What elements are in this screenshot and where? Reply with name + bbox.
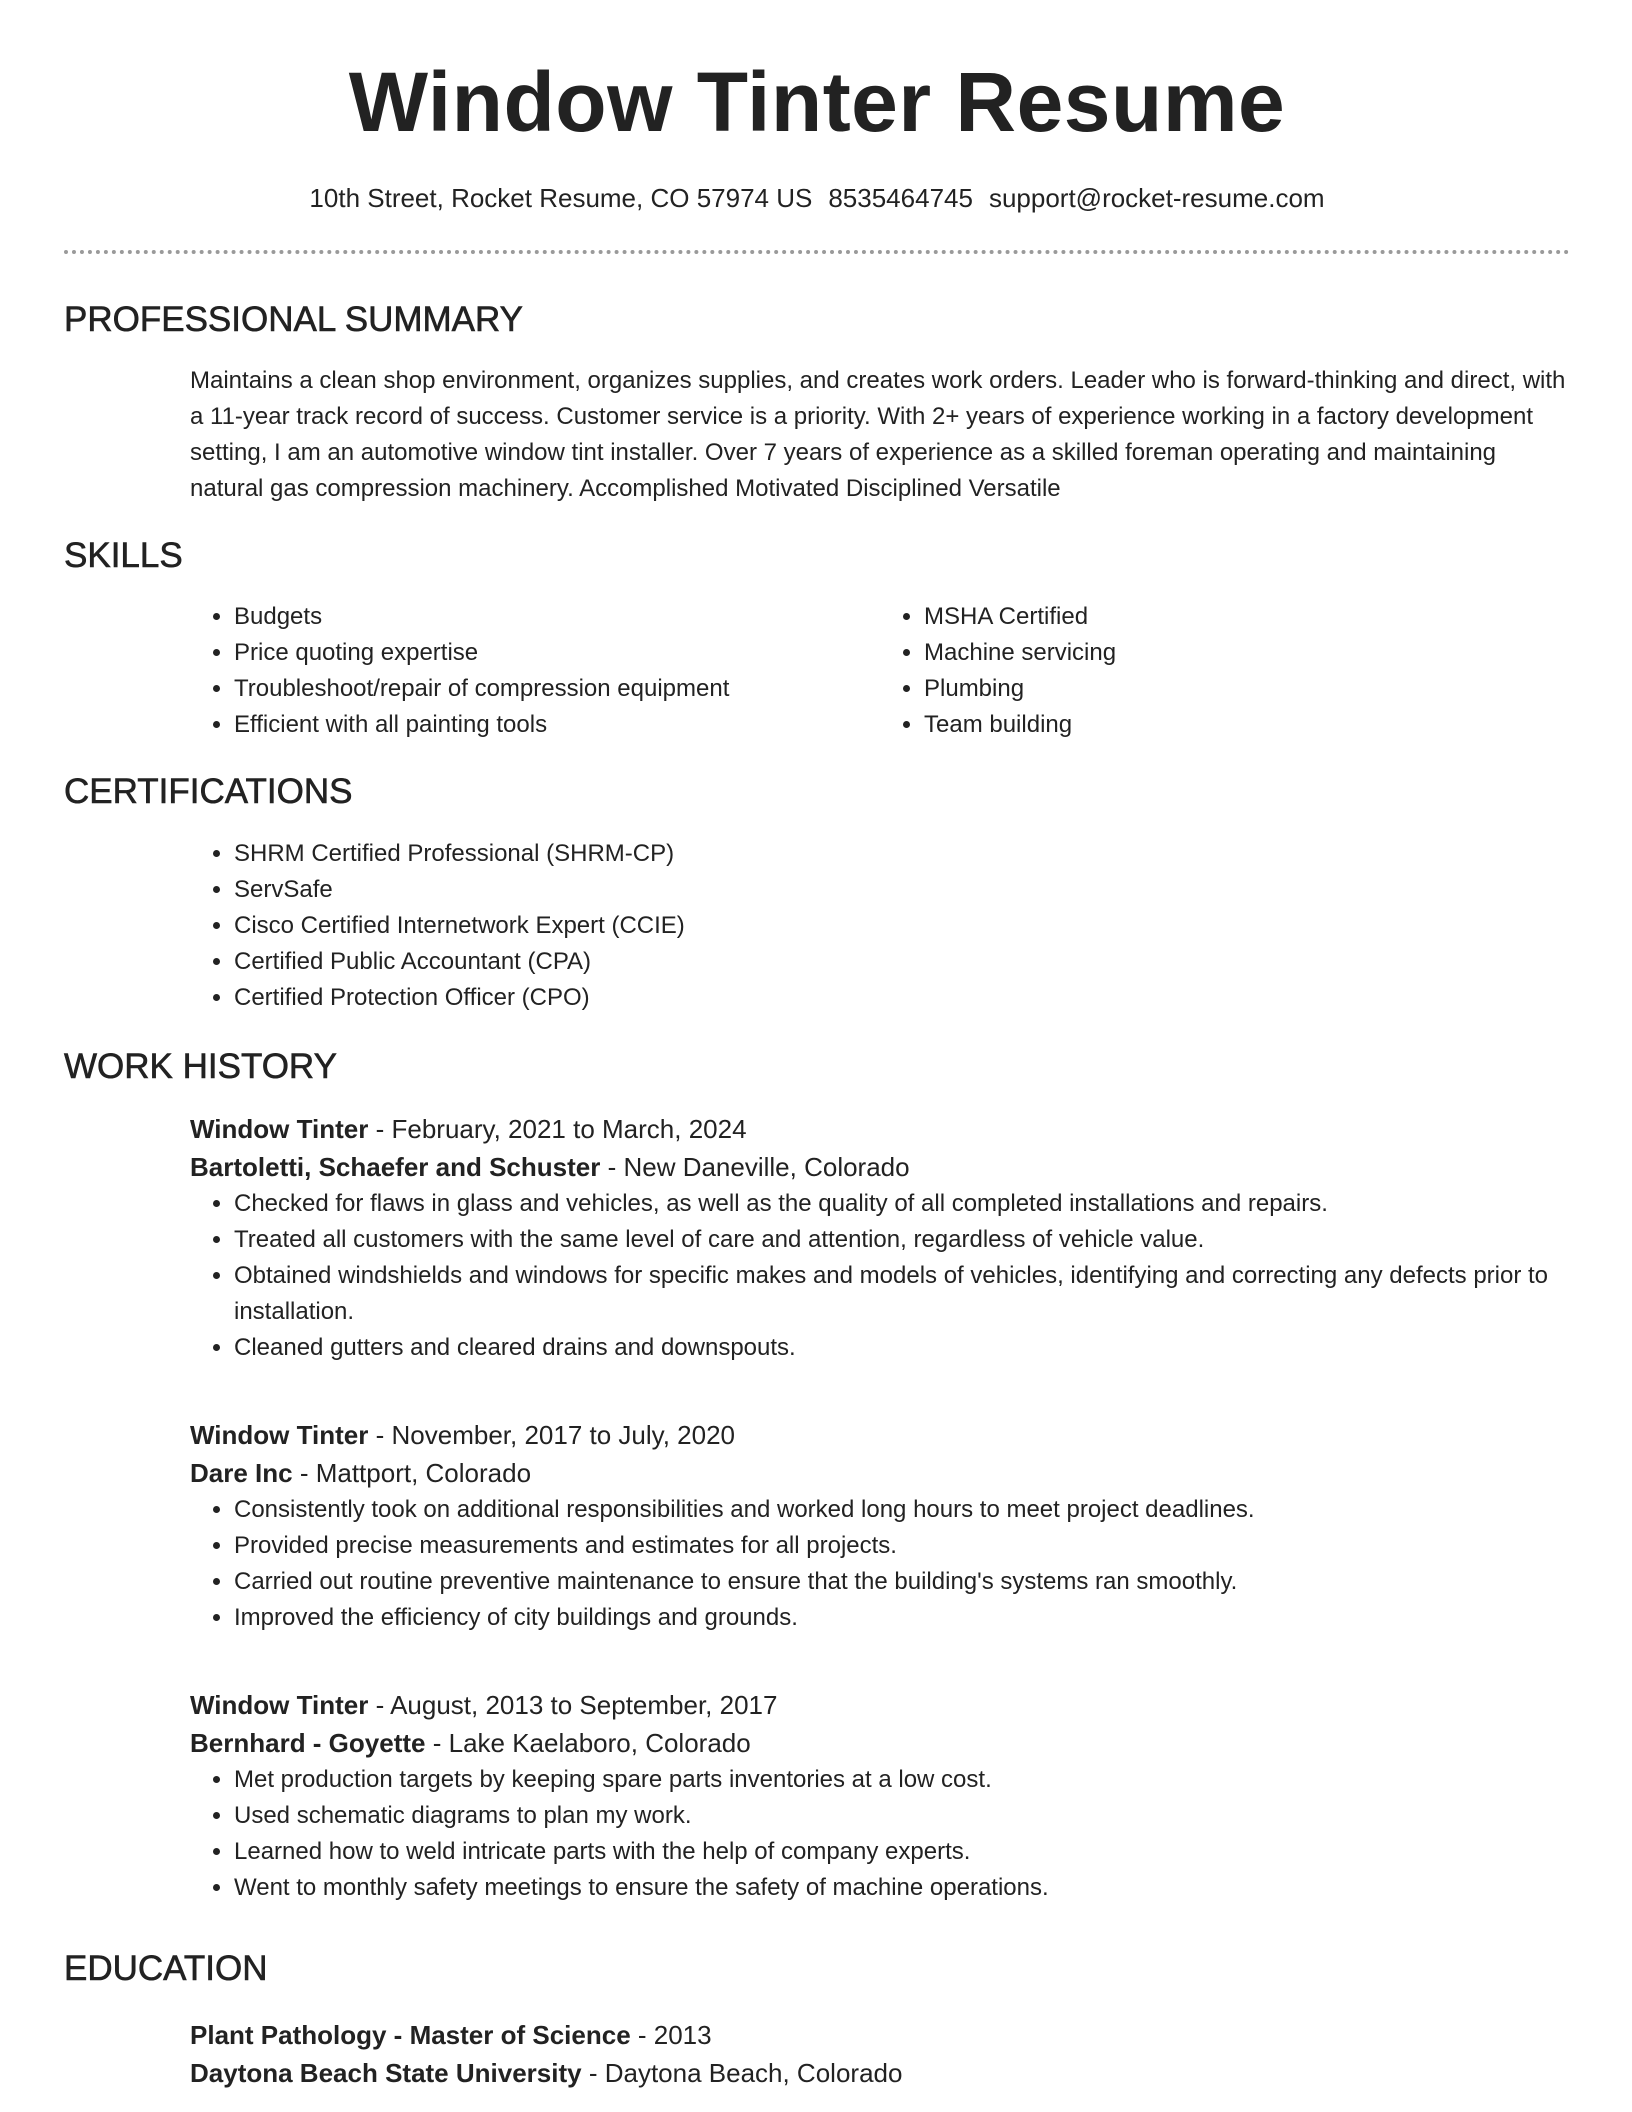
job-duty: • Checked for flaws in glass and vehicles, as well as the quality of all completed installations and repairs.	[234, 1186, 1570, 1222]
job-company: Bartoletti, Schaefer and Schuster	[190, 1152, 601, 1182]
certification-item: • Certified Protection Officer (CPO)	[234, 980, 1570, 1016]
skills-heading: SKILLS	[64, 536, 183, 575]
skill-item: • Plumbing	[924, 671, 1570, 707]
education-heading: EDUCATION	[64, 1949, 268, 1988]
education-location: Daytona Beach, Colorado	[604, 2058, 903, 2088]
skills-block	[190, 599, 1570, 743]
skill-item: • Troubleshoot/repair of compression equipment	[234, 671, 880, 707]
job-duty: • Used schematic diagrams to plan my work.	[234, 1798, 1570, 1834]
job-duty: • Consistently took on additional responsibilities and worked long hours to meet project deadlines.	[234, 1492, 1570, 1528]
certification-item: • ServSafe	[234, 872, 1570, 908]
resume-title: Window Tinter Resume	[348, 55, 1286, 149]
skill-item: • Efficient with all painting tools	[234, 707, 880, 743]
job-dates: February, 2021 to March, 2024	[391, 1114, 747, 1144]
job-title: Window Tinter	[190, 1690, 369, 1720]
job-duty: • Obtained windshields and windows for specific makes and models of vehicles, identifying and correcting any defects prior to installation.	[234, 1258, 1570, 1330]
job-company: Dare Inc	[190, 1458, 293, 1488]
job-duty: • Treated all customers with the same level of care and attention, regardless of vehicle value.	[234, 1222, 1570, 1258]
job-location: Mattport, Colorado	[315, 1458, 532, 1488]
job-title-line: Window Tinter - February, 2021 to March, 2024	[190, 1114, 747, 1144]
job-duties	[190, 1492, 1570, 1636]
certifications-block	[190, 836, 1570, 1016]
job-duty: • Met production targets by keeping spare parts inventories at a low cost.	[234, 1762, 1570, 1798]
summary-text: Maintains a clean shop environment, organizes supplies, and creates work orders. Leader who is forward-thinking and direct, with a 11-year track record of success. Customer service is a priority. With 2+ years of experience working in a factory development setting, I am an automotive window tint installer. Over 7 years of experience as a skilled foreman operating and maintaining natural gas compression machinery. Accomplished Motivated Disciplined Versatile	[190, 367, 1566, 502]
job-entry	[190, 1110, 1570, 1366]
skill-item: • Budgets	[234, 599, 880, 635]
skill-item: • MSHA Certified	[924, 599, 1570, 635]
job-duties	[190, 1186, 1570, 1366]
education-school: Daytona Beach State University	[190, 2058, 582, 2088]
skill-item: • Price quoting expertise	[234, 635, 880, 671]
certifications-list	[190, 836, 1570, 1016]
job-duty: • Carried out routine preventive maintenance to ensure that the building's systems ran smoothly.	[234, 1564, 1570, 1600]
header-divider	[64, 250, 1570, 254]
work-history-heading: WORK HISTORY	[64, 1047, 337, 1086]
skills-list-right	[880, 599, 1570, 743]
contact-email[interactable]: support@rocket-resume.com	[988, 183, 1325, 213]
job-entry	[190, 1686, 1570, 1906]
job-location: Lake Kaelaboro, Colorado	[448, 1728, 751, 1758]
job-duty: • Learned how to weld intricate parts with the help of company experts.	[234, 1834, 1570, 1870]
job-company-line: Bernhard - Goyette - Lake Kaelaboro, Colorado	[190, 1728, 751, 1758]
skills-list-left	[190, 599, 880, 743]
education-year: 2013	[653, 2020, 712, 2050]
job-duty: • Provided precise measurements and estimates for all projects.	[234, 1528, 1570, 1564]
education-entry	[190, 2016, 1570, 2092]
skill-item: • Machine servicing	[924, 635, 1570, 671]
education-school-line: Daytona Beach State University - Daytona Beach, Colorado	[190, 2058, 903, 2088]
job-duty: • Improved the efficiency of city buildings and grounds.	[234, 1600, 1570, 1636]
certifications-heading: CERTIFICATIONS	[64, 772, 353, 811]
job-location: New Daneville, Colorado	[623, 1152, 910, 1182]
job-title-line: Window Tinter - August, 2013 to September, 2017	[190, 1690, 778, 1720]
job-title-line: Window Tinter - November, 2017 to July, 2020	[190, 1420, 736, 1450]
job-company-line: Dare Inc - Mattport, Colorado	[190, 1458, 532, 1488]
job-duty: • Cleaned gutters and cleared drains and downspouts.	[234, 1330, 1570, 1366]
job-title: Window Tinter	[190, 1114, 369, 1144]
job-duties	[190, 1762, 1570, 1906]
certification-item: • Cisco Certified Internetwork Expert (CCIE)	[234, 908, 1570, 944]
job-company: Bernhard - Goyette	[190, 1728, 426, 1758]
summary-heading: PROFESSIONAL SUMMARY	[64, 300, 523, 339]
job-dates: November, 2017 to July, 2020	[391, 1420, 736, 1450]
job-company-line: Bartoletti, Schaefer and Schuster - New Daneville, Colorado	[190, 1152, 910, 1182]
contact-address: 10th Street, Rocket Resume, CO 57974 US	[309, 183, 813, 213]
education-degree-line: Plant Pathology - Master of Science - 2013	[190, 2020, 712, 2050]
job-entry	[190, 1416, 1570, 1636]
certification-item: • Certified Public Accountant (CPA)	[234, 944, 1570, 980]
contact-phone: 8535464745	[828, 183, 973, 213]
job-dates: August, 2013 to September, 2017	[390, 1690, 778, 1720]
job-duty: • Went to monthly safety meetings to ensure the safety of machine operations.	[234, 1870, 1570, 1906]
certification-item: • SHRM Certified Professional (SHRM-CP)	[234, 836, 1570, 872]
education-degree: Plant Pathology - Master of Science	[190, 2020, 631, 2050]
summary-block	[190, 363, 1570, 507]
job-title: Window Tinter	[190, 1420, 369, 1450]
contact-line	[64, 182, 1570, 214]
skill-item: • Team building	[924, 707, 1570, 743]
